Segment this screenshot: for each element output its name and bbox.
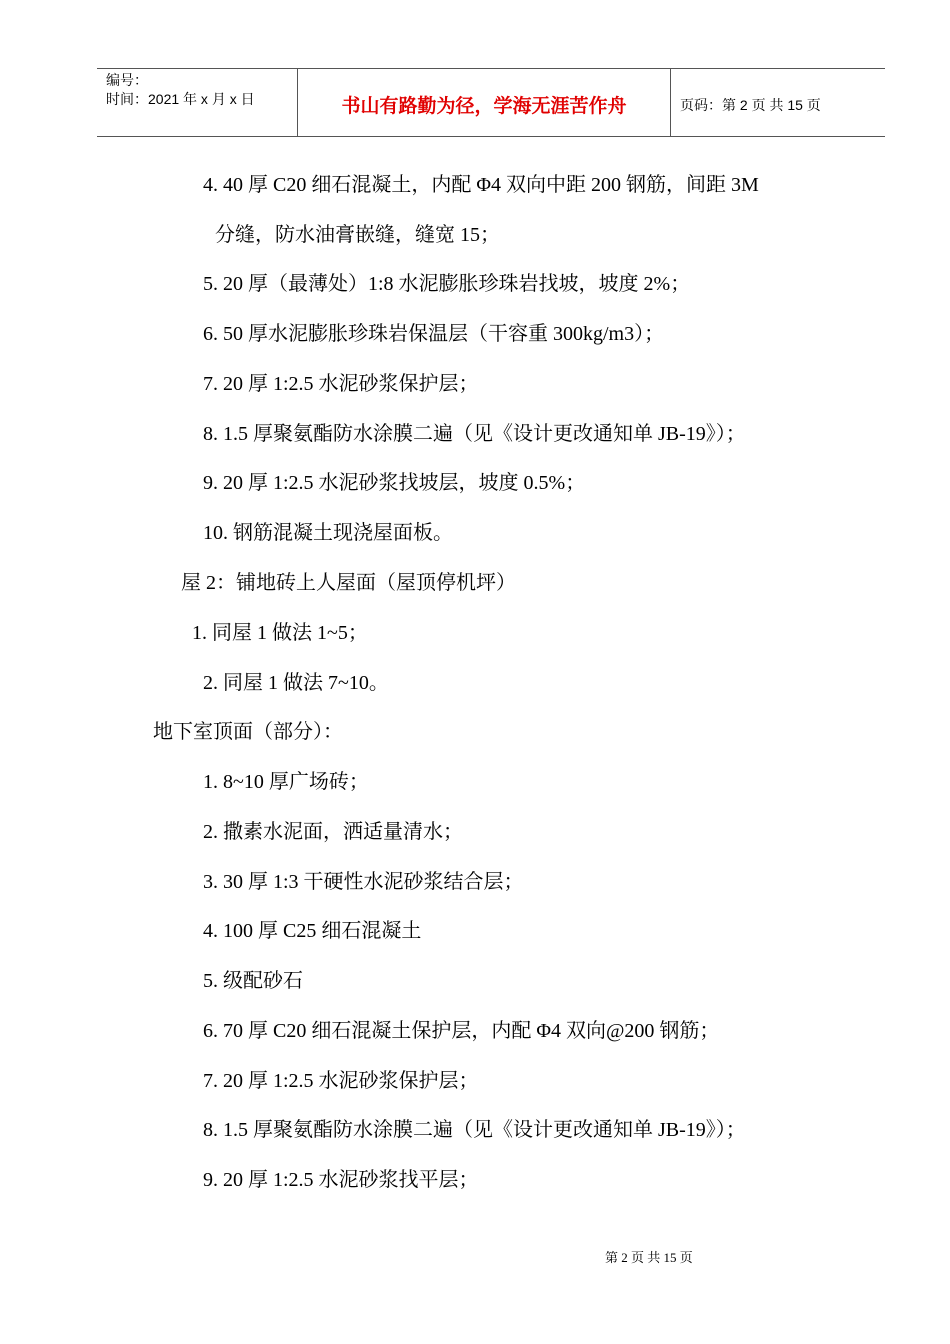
body-line-15: 3. 30 厚 1:3 干硬性水泥砂浆结合层； (203, 871, 524, 893)
body-line-20: 8. 1.5 厚聚氨酯防水涂膜二遍（见《设计更改通知单 JB-19》）； (203, 1119, 746, 1141)
body-line-21: 9. 20 厚 1:2.5 水泥砂浆找平层； (203, 1169, 479, 1191)
body-line-7: 9. 20 厚 1:2.5 水泥砂浆找坡层，坡度 0.5%； (203, 472, 586, 494)
body-line-3: 5. 20 厚（最薄处）1:8 水泥膨胀珍珠岩找坡，坡度 2%； (203, 273, 691, 295)
body-line-10: 1. 同屋 1 做法 1~5； (192, 622, 368, 644)
body-line-16: 4. 100 厚 C25 细石混凝土 (203, 920, 422, 942)
body-line-11: 2. 同屋 1 做法 7~10。 (203, 672, 389, 694)
header-page-cell (670, 69, 885, 136)
body-line-12: 地下室顶面（部分）： (153, 721, 343, 743)
body-line-2: 分缝，防水油膏嵌缝，缝宽 15； (215, 224, 500, 246)
page-footer: 第 2 页 共 15 页 (605, 1250, 693, 1265)
body-line-8: 10. 钢筋混凝土现浇屋面板。 (203, 522, 453, 544)
body-line-4: 6. 50 厚水泥膨胀珍珠岩保温层（干容重 300kg/m3）； (203, 323, 665, 345)
body-line-19: 7. 20 厚 1:2.5 水泥砂浆保护层； (203, 1070, 479, 1092)
body-line-17: 5. 级配砂石 (203, 970, 303, 992)
body-line-9: 屋 2：铺地砖上人屋面（屋顶停机坪） (181, 572, 516, 594)
motto-text: 书山有路勤为径，学海无涯苦作舟 (341, 95, 627, 117)
header-meta-cell (97, 69, 297, 136)
body-line-14: 2. 撒素水泥面，洒适量清水； (203, 821, 463, 843)
serial-label: 编号： (106, 72, 148, 88)
body-line-1: 4. 40 厚 C20 细石混凝土，内配 Φ4 双向中距 200 钢筋，间距 3M (203, 174, 759, 196)
body-line-13: 1. 8~10 厚广场砖； (203, 771, 369, 793)
body-line-18: 6. 70 厚 C20 细石混凝土保护层，内配 Φ4 双向@200 钢筋； (203, 1020, 720, 1042)
body-line-5: 7. 20 厚 1:2.5 水泥砂浆保护层； (203, 373, 479, 395)
time-label: 时间：2021 年 x 月 x 日 (106, 91, 255, 107)
page-info: 页码：第 2 页 共 15 页 (680, 97, 821, 113)
body-line-6: 8. 1.5 厚聚氨酯防水涂膜二遍（见《设计更改通知单 JB-19》）； (203, 423, 746, 445)
page-header (97, 68, 885, 137)
header-motto-cell (297, 69, 671, 136)
